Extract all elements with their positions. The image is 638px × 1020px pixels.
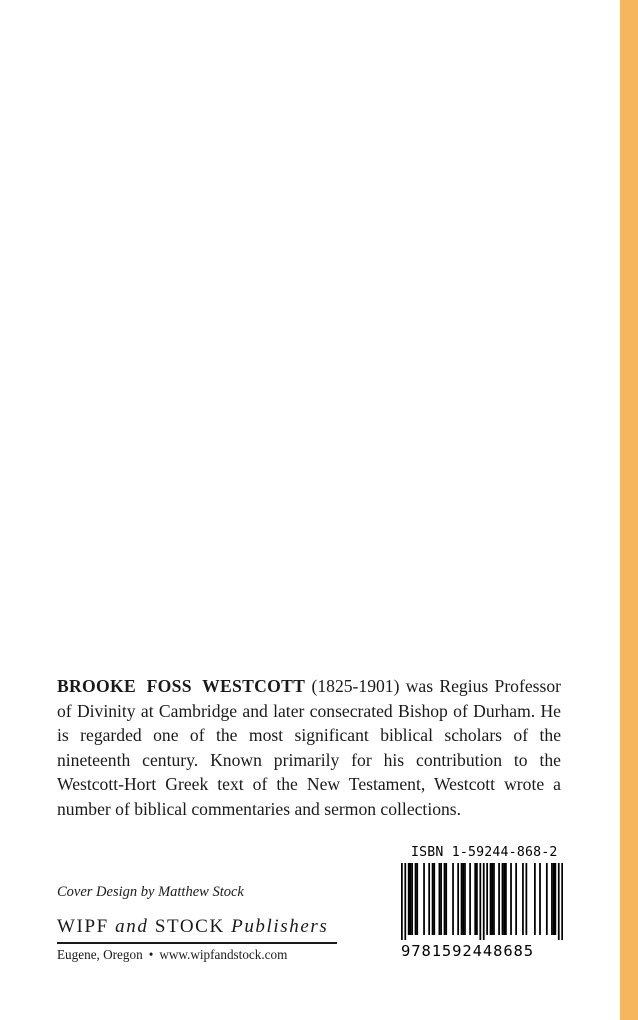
barcode-bar <box>498 863 500 935</box>
barcode-bar <box>432 863 434 935</box>
barcode-bar <box>474 863 476 935</box>
barcode-bar <box>539 863 541 935</box>
barcode-bar <box>469 863 471 935</box>
barcode-bar <box>444 863 446 935</box>
barcode-bar <box>457 863 459 935</box>
publisher-rule <box>57 942 337 944</box>
barcode-bar <box>502 863 504 935</box>
barcode-bar <box>464 863 466 935</box>
barcode-bar <box>491 863 493 935</box>
barcode-bar <box>486 863 488 935</box>
barcode-bar <box>554 863 556 935</box>
barcode-bar <box>551 863 553 935</box>
barcode-bar <box>546 863 548 935</box>
publisher-name-wipf: WIPF <box>57 916 116 937</box>
barcode-bar <box>433 863 435 935</box>
publisher-block <box>57 916 337 963</box>
barcode-bar <box>461 863 463 935</box>
cover-design-credit: Cover Design by Matthew Stock <box>57 884 244 900</box>
author-name: BROOKE FOSS WESTCOTT <box>57 676 306 696</box>
barcode-bar <box>534 863 536 935</box>
barcode-bar <box>553 863 555 935</box>
spine-color-strip <box>620 0 638 1020</box>
barcode-bar <box>452 863 454 935</box>
barcode-bar <box>515 863 517 935</box>
barcode-bar <box>423 863 425 935</box>
barcode-number: 9781592448685 <box>401 942 535 960</box>
barcode-bar <box>416 863 418 935</box>
barcode-bar <box>490 863 492 935</box>
barcode-bar <box>462 863 464 935</box>
barcode-bar <box>440 863 442 935</box>
barcode-bar <box>404 863 406 940</box>
barcode-bar <box>522 863 524 935</box>
barcode-bar <box>439 863 441 935</box>
author-bio <box>57 674 561 822</box>
barcode-bar <box>401 863 403 940</box>
barcode-bar <box>561 863 563 940</box>
barcode-bar <box>410 863 412 935</box>
publisher-name-and: and <box>115 916 149 937</box>
barcode-bar <box>445 863 447 935</box>
barcode-bar <box>411 863 413 935</box>
barcode-bar <box>479 863 481 940</box>
isbn-label: ISBN 1-59244-868-2 <box>411 845 558 860</box>
publisher-name-stock: STOCK <box>148 916 232 937</box>
barcode-bar <box>503 863 505 935</box>
barcode-bar <box>483 863 485 940</box>
barcode-bar <box>493 863 495 935</box>
publisher-website: www.wipfandstock.com <box>159 946 288 962</box>
publisher-location <box>57 947 337 963</box>
barcode-bar <box>428 863 430 935</box>
barcode-bar <box>505 863 507 935</box>
publisher-name-publishers: Publishers <box>231 916 329 937</box>
barcode-bar <box>558 863 560 940</box>
author-bio-text: (1825-1901) was Regius Professor of Divinity at Cambridge and later consecrated Bishop of Durham. He is regarded one of the most significant biblical scholars of the nineteenth century. Known primarily for his contribution to the Westcott-Hort Greek text of the New Testament, Westcott wrote a number of biblical commentaries and sermon collections. <box>57 676 561 819</box>
barcode-bar <box>408 863 410 935</box>
isbn-barcode <box>401 863 563 940</box>
barcode-bar <box>525 863 527 935</box>
barcode-bar <box>510 863 512 935</box>
bullet-separator: • <box>148 946 154 962</box>
barcode-bar <box>476 863 478 935</box>
publisher-name <box>57 916 337 938</box>
barcode-bar <box>415 863 417 935</box>
publisher-city: Eugene, Oregon <box>57 946 143 962</box>
